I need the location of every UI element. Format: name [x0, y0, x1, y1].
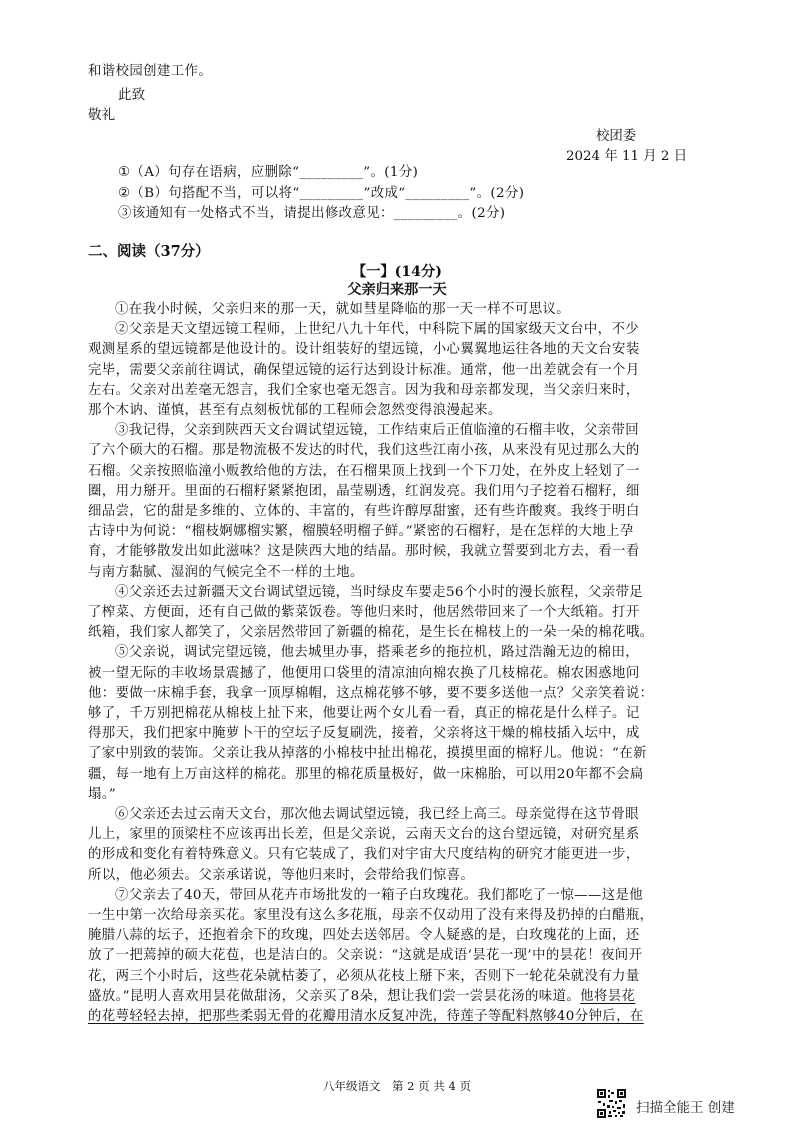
article-line-text: 儿上，家里的顶梁柱不应该再出长差，但是父亲说，云南天文台的这台望远镜，对研究星系	[88, 827, 640, 843]
letter-salutation-cizhi: 此致	[118, 88, 146, 103]
article-line-text: 被一望无际的丰收场景震撼了，他便用口袋里的清凉油向棉农换了几枝棉花。棉农困惑地问	[88, 665, 640, 681]
letter-closing-line: 和谐校园创建工作。	[88, 64, 213, 79]
part-label: 【一】(14分)	[352, 264, 442, 280]
article-line-text: 他：要做一床棉手套，我拿一顶厚棉帽，这点棉花够不够，要不要多送他一点？父亲笑着说：	[88, 685, 654, 701]
article-line-text: 纸箱，我们家人都笑了，父亲居然带回了新疆的棉花，是生长在棉枝上的一朵一朵的棉花哦。	[88, 625, 654, 641]
article-line	[88, 967, 700, 986]
article-line	[88, 583, 700, 602]
article-line	[88, 926, 700, 945]
article-line-text: 够了，千万别把棉花从棉枝上扯下来，他要让两个女儿看一看，真正的棉花是什么样子。记	[88, 706, 640, 721]
article-line	[88, 643, 700, 662]
article-line	[88, 421, 700, 440]
article-line	[88, 361, 700, 380]
article-line	[88, 684, 700, 703]
article-line	[88, 482, 700, 501]
article-line	[88, 724, 700, 743]
article-line	[88, 664, 700, 683]
article-line-text: 左右。父亲对出差毫无怨言，我们全家也毫无怨言。因为我和母亲都发现，当父亲归来时，	[88, 382, 640, 398]
article-line-text: ③我记得，父亲到陕西天文台调试望远镜，工作结束后正值临潼的石榴丰收，父亲带回	[115, 423, 640, 439]
article-line	[88, 765, 700, 784]
article-line-text: ⑦父亲去了40天，带回从花卉市场批发的一箱子白玫瑰花。我们都吃了一惊——这是他	[115, 887, 644, 903]
article-line	[88, 340, 700, 359]
section-heading: 二、阅读（37分）	[88, 243, 210, 260]
article-line	[88, 381, 700, 400]
article-line	[88, 441, 700, 460]
article-line	[88, 401, 700, 420]
article-line-text: 那个木讷、谨慎，甚至有点刻板忧郁的工程师会忽然变得浪漫起来。	[88, 403, 502, 418]
article-line-text: 观测星系的望远镜都是他设计的。设计组装好的望远镜，小心翼翼地运往各地的天文台安装	[88, 342, 640, 358]
article-line	[88, 744, 700, 763]
article-line-text: 石榴。父亲按照临潼小贩教给他的方法，在石榴果顶上找到一个下刀处，在外皮上轻划了一	[88, 463, 640, 479]
article-line	[88, 603, 700, 622]
article-line	[88, 320, 700, 339]
article-line	[88, 906, 700, 925]
article-line	[88, 704, 700, 723]
article-line	[88, 866, 700, 885]
article-line	[88, 845, 700, 864]
article-line-text: 细品尝，它的甜是多维的、立体的、丰富的，有些许醇厚甜蜜，还有些许酸爽。我终于明白	[88, 504, 640, 519]
article-line	[88, 563, 700, 582]
article-line-text: 了家中别致的装饰。父亲让我从掉落的小棉枝中扯出棉花，摸摸里面的棉籽儿。他说：“在新	[88, 746, 647, 762]
article-line-text: 的形成和变化有着特殊意义。只有它装成了，我们对宇宙大尺度结构的研究才能更进一步，	[88, 847, 640, 863]
question-1: ①（A）句存在语病，应删除“_________”。(1分)	[118, 165, 419, 180]
article-line	[88, 825, 700, 844]
article-line-text: 古诗中为何说：“榴枝婀娜榴实繁，榴膜轻明榴子鲜。”紧密的石榴籽，是在怎样的大地上孕	[88, 524, 634, 540]
article-line-text: 花，两三个小时后，这些花朵就枯萎了，必须从花枝上掰下来，否则下一轮花朵就没有力量	[88, 968, 640, 984]
page-footer: 八年级语文 第 2 页 共 4 页	[323, 1079, 471, 1093]
article-line-text: 腌腊八蒜的坛子，还抱着余下的玫瑰，四处去送邻居。令人疑惑的是，白玫瑰花的上面，还	[88, 928, 640, 944]
article-line-text: 所以，他必须去。父亲承诺说，等他归来时，会带给我们惊喜。	[88, 867, 475, 883]
article-line-text: 圈，用力掰开。里面的石榴籽紧紧抱团，晶莹剔透，红润发亮。我们用勺子挖着石榴籽，细	[88, 483, 640, 499]
article-line	[88, 300, 700, 319]
article-line-text: ⑤父亲说，调试完望远镜，他去城里办事，搭乘老乡的拖拉机，路过浩瀚无边的棉田，	[115, 645, 640, 661]
article-line-text: ⑥父亲还去过云南天文台，那次他去调试望远镜，我已经上高三。母亲觉得在这节骨眼	[115, 807, 640, 822]
article-line	[88, 785, 700, 804]
article-line-text: 了榨菜、方便面，还有自己做的紫菜饭卷。等他归来时，他居然带回来了一个大纸箱。打开	[88, 605, 640, 620]
question-2: ②（B）句搭配不当，可以将“_________”改成“_________”。(2分)	[118, 186, 525, 201]
article-line-text: 完毕，需要父亲前往调试，确保望远镜的运行达到设计标准。通常，他一出差就会有一个月	[88, 362, 640, 378]
article-line	[88, 1007, 700, 1026]
scanner-watermark: 扫描全能王 创建	[636, 1100, 735, 1116]
article-line	[88, 987, 700, 1006]
article-line-text: 育，才能够散发出如此滋味？这是陕西大地的结晶。那时候，我就立誓要到北方去，看一看	[88, 544, 640, 560]
article-line	[88, 886, 700, 905]
letter-date: 2024 年 11 月 2 日	[566, 149, 688, 164]
article-line	[88, 502, 700, 521]
article-line-text: 了六个硕大的石榴。那是物流极不发达的时代，我们这些江南小孩，从来没有见过那么大的	[88, 443, 640, 459]
article-line	[88, 946, 700, 965]
qr-code-icon	[596, 1088, 627, 1119]
underlined-text: 他将昙花	[580, 988, 636, 1004]
article-line-text: 一生中第一次给母亲买花。家里没有这么多花瓶，母亲不仅动用了没有来得及扔掉的白醋瓶，	[88, 908, 654, 923]
article-line	[88, 542, 700, 561]
underlined-text: 的花萼轻轻去掉，把那些柔弱无骨的花瓣用清水反复冲洗，待莲子等配料熬够40分钟后，在	[88, 1009, 644, 1024]
letter-signer: 校团委	[596, 129, 637, 144]
article-line-text: 疆，每一地有上万亩这样的棉花。那里的棉花质量极好，做一床棉胎，可以用20年都不会扁	[88, 766, 644, 782]
article-line-text: 得那天，我们把家中腌萝卜干的空坛子反复刷洗，接着，父亲将这干燥的棉枝插入坛中，成	[88, 726, 640, 742]
article-line-text: ④父亲还去过新疆天文台调试望远镜，当时绿皮车要走56个小时的漫长旅程，父亲带足	[115, 584, 644, 600]
article-line-text: 放了一把蔫掉的硕大花苞，也是洁白的。父亲说：“这就是成语‘昙花一现’中的昙花！夜间开	[88, 948, 643, 964]
article-line-text: ①在我小时候，父亲归来的那一天，就如彗星降临的那一天一样不可思议。	[115, 302, 571, 317]
article-line-text: ②父亲是天文望远镜工程师，上世纪八九十年代，中科院下属的国家级天文台中，不少	[115, 322, 640, 338]
article-line	[88, 623, 700, 642]
article-title: 父亲归来那一天	[347, 282, 447, 298]
question-3: ③该通知有一处格式不当，请提出修改意见：_________。(2分)	[118, 206, 506, 221]
article-line	[88, 805, 700, 824]
article-line-text: 盛放。”昆明人喜欢用昙花做甜汤，父亲买了8朵，想让我们尝一尝昙花汤的味道。	[88, 988, 581, 1004]
letter-salutation-jingli: 敬礼	[88, 108, 116, 123]
article-line-text: 塌。”	[88, 786, 117, 802]
article-line	[88, 522, 700, 541]
article-line	[88, 462, 700, 481]
article-line-text: 与南方黏腻、湿润的气候完全不一样的土地。	[88, 564, 364, 580]
